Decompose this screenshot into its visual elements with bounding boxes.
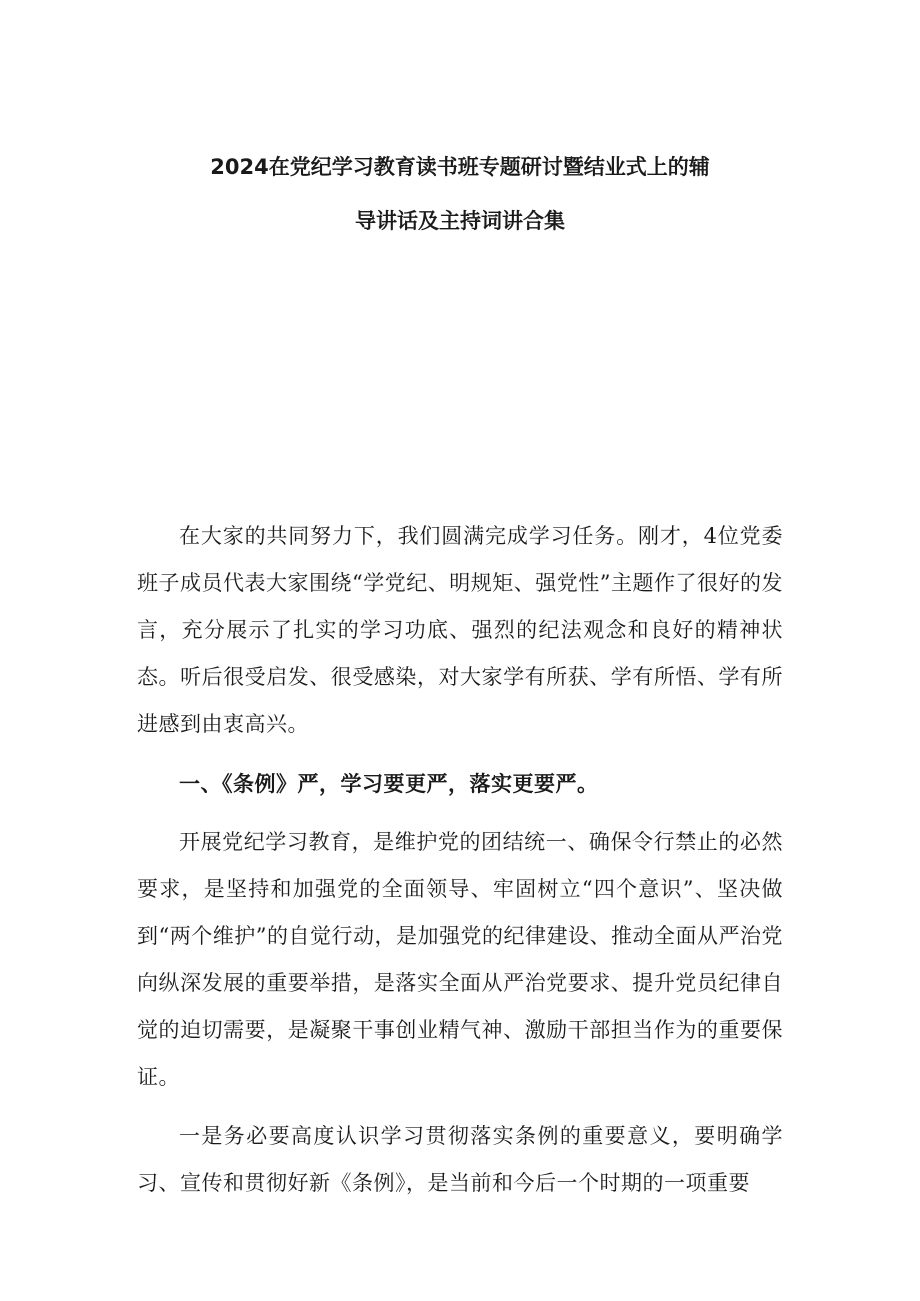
paragraph-discipline-education: 开展党纪学习教育，是维护党的团结统一、确保令行禁止的必然要求，是坚持和加强党的全面领导、牢固树立“四个意识”、坚决做到“两个维护”的自觉行动，是加强党的纪律建设、推动全面从严治党向纵深发展的重要举措，是落实全面从严治党要求、提升党员纪律自觉的迫切需要，是凝聚干事创业精气神、激励干部担当作为的重要保证。 — [137, 830, 783, 1089]
title-line-2: 导讲话及主持词讲合集 — [355, 209, 565, 233]
document-body — [137, 513, 783, 1219]
title-line-1: 2024在党纪学习教育读书班专题研讨暨结业式上的辅 — [210, 155, 710, 179]
document-title — [90, 140, 830, 248]
paragraph-point-one: 一是务必要高度认识学习贯彻落实条例的重要意义，要明确学习、宣传和贯彻好新《条例》，是当前和今后一个时期的一项重要 — [137, 1124, 783, 1195]
paragraph-intro: 在大家的共同努力下，我们圆满完成学习任务。刚才，4位党委班子成员代表大家围绕“学党纪、明规矩、强党性”主题作了很好的发言，充分展示了扎实的学习功底、强烈的纪法观念和良好的精神状态。听后很受启发、很受感染，对大家学有所获、学有所悟、学有所进感到由衷高兴。 — [137, 524, 783, 736]
section-heading-1: 一、《条例》严，学习要更严，落实更要严。 — [179, 771, 599, 796]
